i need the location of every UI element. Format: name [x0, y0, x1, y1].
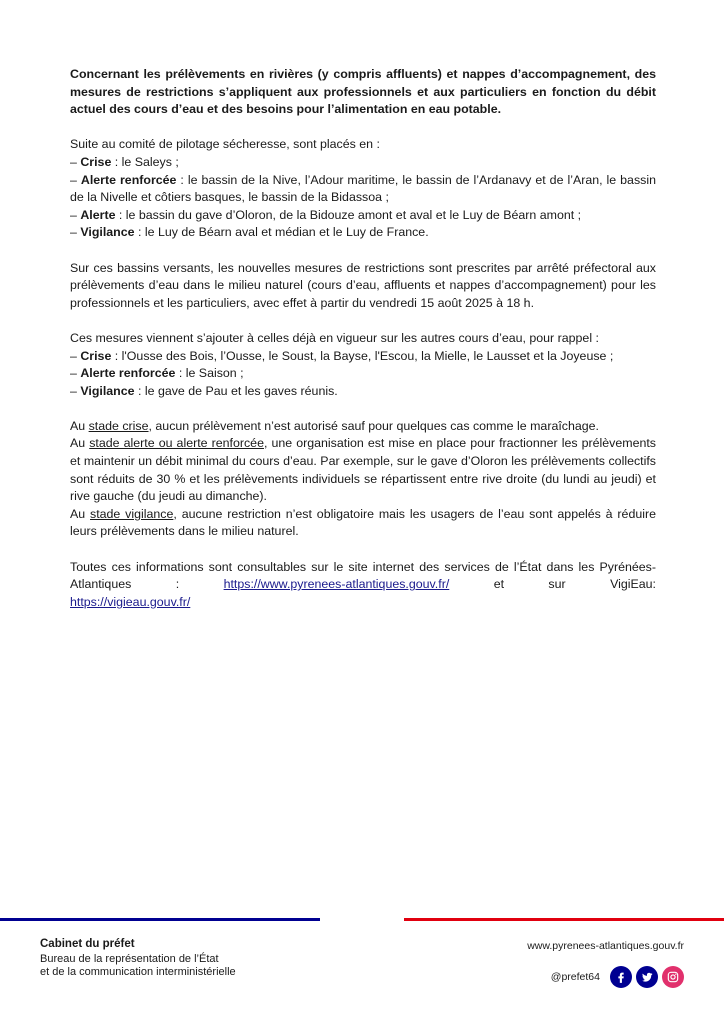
- list-item: – Crise : le Saleys ;: [70, 154, 179, 169]
- list-item: – Vigilance : le gave de Pau et les gaves réunis.: [70, 383, 338, 398]
- twitter-icon[interactable]: [636, 966, 658, 988]
- instagram-icon[interactable]: [662, 966, 684, 988]
- intro-paragraph: Concernant les prélèvements en rivières (y compris affluents) et nappes d’accompagnement, des mesures de restrictions s’appliquent aux professionnels et aux particuliers en fonction du débit actuel des cours d’eau et des besoins pour l’alimentation en eau potable.: [70, 67, 656, 117]
- stage-alerte-term: stade alerte ou alerte renforcée: [89, 436, 264, 451]
- social-handle[interactable]: @prefet64: [550, 971, 600, 983]
- prefecture-website-link[interactable]: https://www.pyrenees-atlantiques.gouv.fr/: [223, 577, 450, 592]
- closing-paragraph-end: [70, 594, 656, 612]
- list-item: – Alerte renforcée : le Saison ;: [70, 366, 244, 381]
- list-item: – Alerte : le bassin du gave d’Oloron, de la Bidouze amont et aval et le Luy de Béarn amont ;: [70, 207, 582, 222]
- footer-divider-blue: [0, 918, 320, 921]
- stage-alerte-paragraph: Au stade alerte ou alerte renforcée, une organisation est mise en place pour fractionner les prélèvements et maintenir un débit minimal du cours d’eau. Par exemple, sur le gave d’Oloron les prélèvements collectifs sont réduits de 30 % et les prélèvements individuels se répartissent entre rive droite (du lundi au jeudi) et rive gauche (du jeudi au dimanche).: [70, 436, 656, 504]
- arrete-paragraph: Sur ces bassins versants, les nouvelles mesures de restrictions sont prescrites par arrêté préfectoral aux prélèvements d’eau dans le milieu naturel (cours d’eau, affluents et nappes d’accompagnement) pour les professionnels et les particuliers, avec effet à partir du vendredi 15 août 2025 à 18 h.: [70, 260, 656, 310]
- stage-crise-term: stade crise: [88, 418, 149, 433]
- stage-crise-paragraph: Au stade crise, aucun prélèvement n’est autorisé sauf pour quelques cas comme le maraîchage.: [70, 418, 599, 433]
- section2-lead: Ces mesures viennent s’ajouter à celles déjà en vigueur sur les autres cours d’eau, pour rappel :: [70, 330, 599, 345]
- stage-vigilance-term: stade vigilance: [90, 506, 174, 521]
- footer-dept-line1: Bureau de la représentation de l’État: [40, 953, 219, 965]
- list-item: – Vigilance : le Luy de Béarn aval et médian et le Luy de France.: [70, 225, 429, 240]
- footer-divider-red: [404, 918, 724, 921]
- facebook-icon[interactable]: [610, 966, 632, 988]
- vigieau-link[interactable]: https://vigieau.gouv.fr/: [70, 594, 191, 609]
- closing-paragraph: Toutes ces informations sont consultables sur le site internet des services de l’État dans les Pyrénées-Atlantiques : https://www.pyrenees-atlantiques.gouv.fr/ et sur VigiEau:: [70, 559, 656, 592]
- restriction-list-existing: [70, 348, 656, 401]
- restriction-list-new: [70, 154, 656, 242]
- footer-social: [551, 966, 684, 988]
- section1-lead: Suite au comité de pilotage sécheresse, sont placés en :: [70, 137, 380, 152]
- list-item: – Alerte renforcée : le bassin de la Nive, l’Adour maritime, le bassin de l’Ardanavy et de l’Aran, le bassin de la Nivelle et côtiers basques, le bassin de la Bidassoa ;: [70, 172, 656, 205]
- stage-vigilance-paragraph: Au stade vigilance, aucune restriction n’est obligatoire mais les usagers de l’eau sont appelés à réduire leurs prélèvements dans le milieu naturel.: [70, 506, 656, 539]
- footer-dept-line2: et de la communication interministérielle: [40, 966, 236, 978]
- list-item: – Crise : l'Ousse des Bois, l’Ousse, le Soust, la Bayse, l'Escou, la Mielle, le Lausset et la Joyeuse ;: [70, 348, 614, 363]
- footer-organization: [40, 938, 236, 979]
- press-release-body: [70, 66, 656, 611]
- footer-org-name: Cabinet du préfet: [40, 938, 135, 950]
- footer-website[interactable]: www.pyrenees-atlantiques.gouv.fr: [527, 940, 684, 952]
